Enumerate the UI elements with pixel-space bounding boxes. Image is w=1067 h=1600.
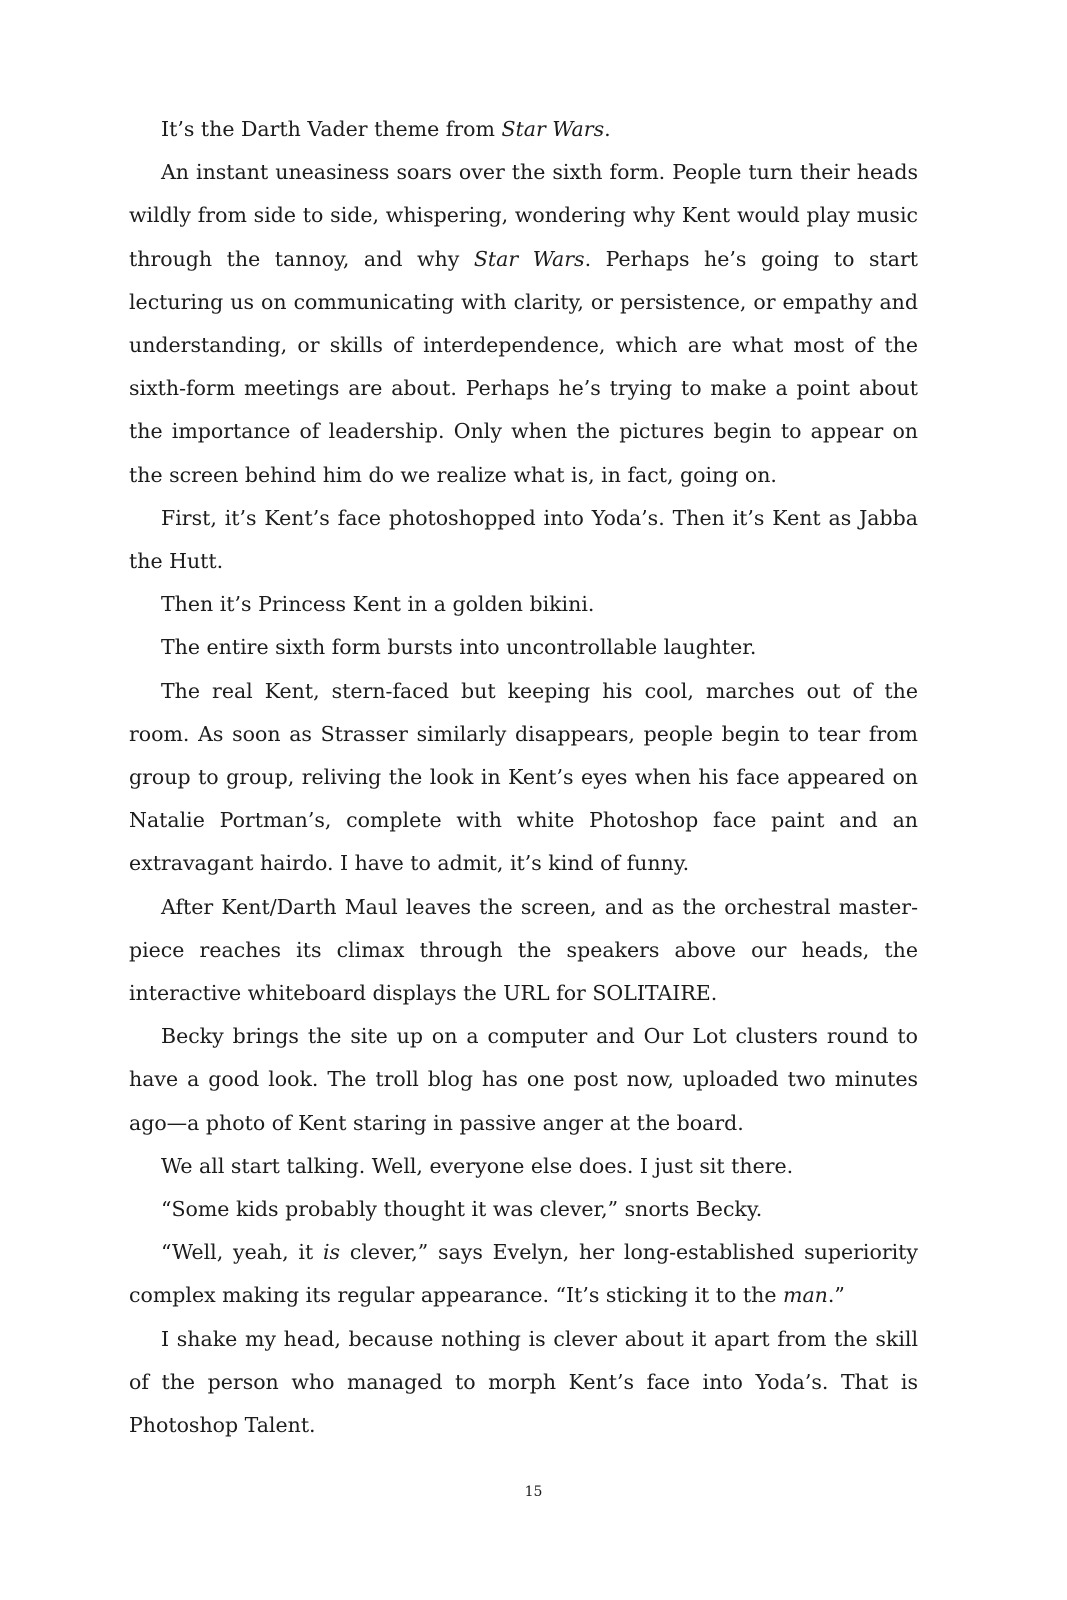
text-run: Then it’s Princess Kent in a golden bikini. [161,592,595,617]
paragraph [129,497,918,583]
paragraph [129,626,918,669]
italic-run: Star Wars [473,246,585,271]
text-run: An instant uneasiness soars over the sixth form. People turn their heads wildly from side to side, whispering, wondering why Kent would play music through the tannoy, and why [129,160,918,271]
paragraph [129,1188,918,1231]
paragraph [129,886,918,1016]
italic-run: is [323,1240,341,1265]
paragraph [129,1231,918,1317]
text-run: After Kent/Darth Maul leaves the screen, and as the orchestral masterpiece reaches its climax through the speakers above our heads, the interactive whiteboard displays the URL for SOLITAIRE. [129,894,918,1006]
italic-run: Star Wars [501,117,605,141]
paragraph [129,1318,918,1448]
text-run: .” [827,1283,845,1308]
text-run: The real Kent, stern-faced but keeping his cool, marches out of the room. As soon as Strasser similarly disappears, people begin to tear from group to group, reliving the look in Kent’s eyes when his face appeared on Natalie Portman’s, complete with white Photoshop face paint and an extravagant hairdo. I have to admit, it’s kind of funny. [129,678,918,876]
text-run: clever,” says Evelyn, her long-established superiority complex making its regular appearance. “It’s sticking it to the [129,1240,918,1308]
text-run: First, it’s Kent’s face photoshopped into Yoda’s. Then it’s Kent as Jabba the Hutt. [129,505,918,574]
paragraph [129,151,918,497]
text-run: . Perhaps he’s going to start lecturing us on communicating with clarity, or persistence, or empathy and understanding, or skills of interdependence, which are what most of the sixth-form meetings are about. Perhaps he’s trying to make a point about the importance of leadership. Only when the pictures begin to appear on the screen behind him do we realize what is, in fact, going on. [129,246,918,487]
text-run: . [604,117,611,141]
text-run: It’s the Darth Vader theme from [161,117,502,141]
text-run: We all start talking. Well, everyone else does. I just sit there. [161,1153,794,1178]
text-run: The entire sixth form bursts into uncontrollable laughter. [161,635,757,660]
text-run: “Some kids probably thought it was clever,” snorts Becky. [161,1197,763,1222]
page-number: 15 [524,1484,543,1500]
text-run: Becky brings the site up on a computer and Our Lot clusters round to have a good look. The troll blog has one post now, uploaded two minutes ago—a photo of Kent staring in passive anger at the board. [129,1024,918,1135]
text-run: I shake my head, because nothing is clever about it apart from the skill of the person who managed to morph Kent’s face into Yoda’s. That is Photoshop Talent. [129,1326,918,1438]
paragraph [129,1145,918,1188]
paragraph [129,583,918,626]
paragraph [129,108,918,151]
italic-run: man [783,1283,828,1308]
body-text [129,108,918,1447]
text-run: “Well, yeah, it [161,1240,323,1265]
paragraph [129,670,918,886]
paragraph [129,1015,918,1145]
